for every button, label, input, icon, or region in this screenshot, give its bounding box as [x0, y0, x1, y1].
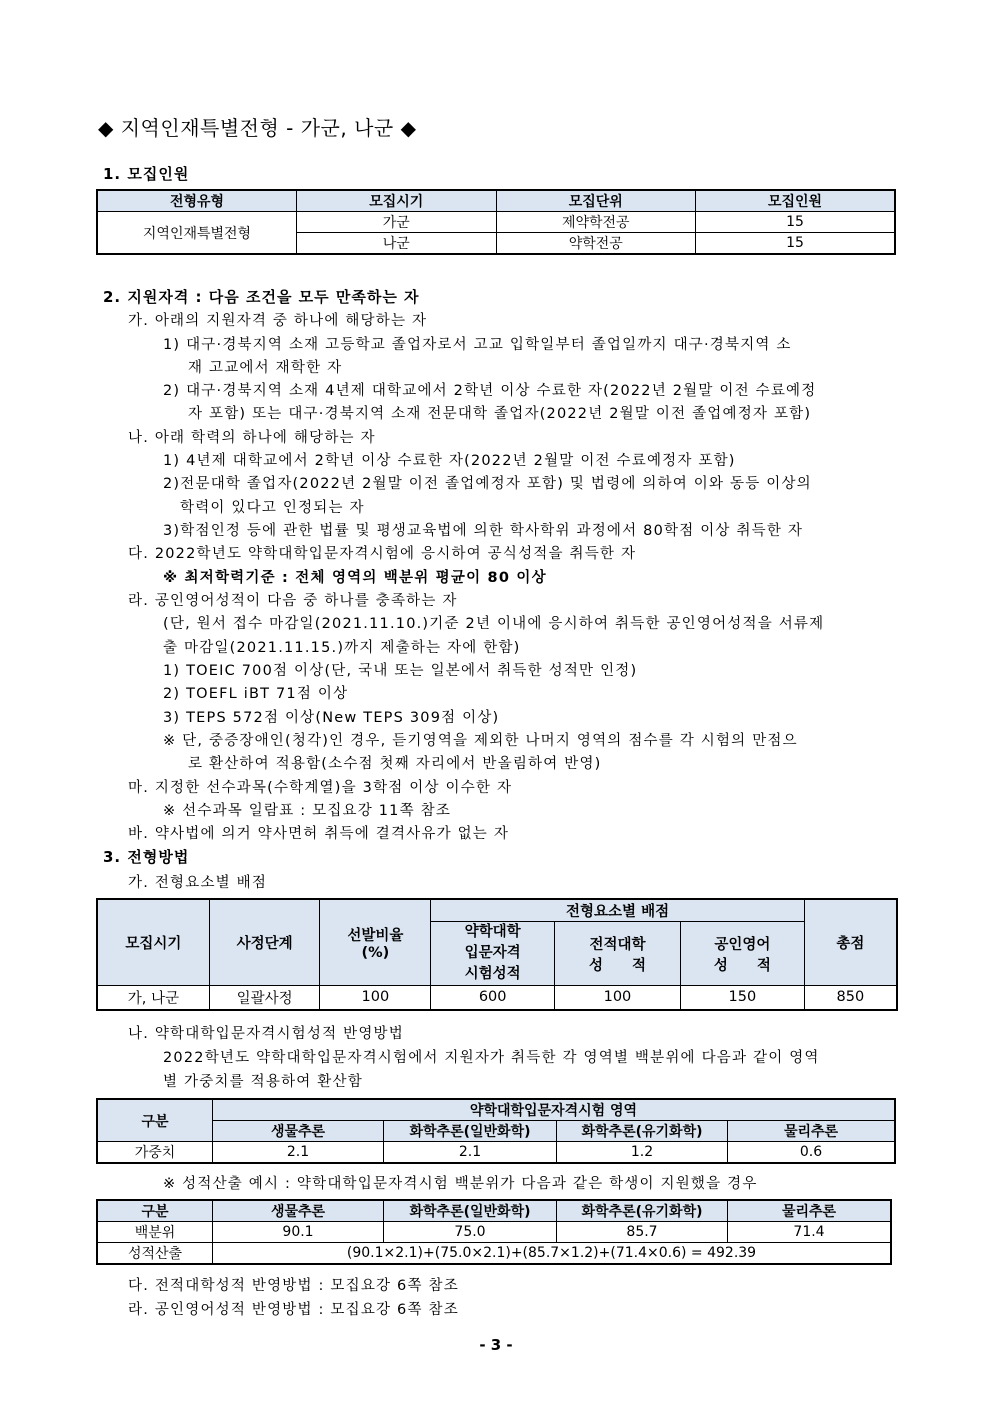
cell-ratio: 100 — [320, 986, 431, 1010]
header-univ-line1: 전적대학 — [589, 936, 646, 953]
header-univ-grade — [555, 922, 681, 986]
subsection-a: 가. 전형요소별 배점 — [128, 875, 268, 891]
cell-count: 15 — [696, 233, 896, 255]
section-1-heading: 1. 모집인원 — [103, 165, 190, 183]
page-number: - 3 - — [479, 1336, 513, 1354]
header-eng-line2: 성 적 — [713, 957, 771, 974]
list-item: ※ 단, 중증장애인(청각)인 경우, 듣기영역을 제외한 나머지 영역의 점수를 각 시험의 만점으 — [163, 733, 798, 749]
list-item: 1) 대구·경북지역 소재 고등학교 졸업자로서 고교 입학일부터 졸업일까지 대구·경북지역 소 — [163, 337, 792, 353]
list-item: 1) TOEIC 700점 이상(단, 국내 또는 일본에서 취득한 성적만 인정) — [163, 663, 638, 679]
recruitment-table — [96, 189, 896, 255]
header-peet-line2: 입문자격 — [464, 945, 521, 961]
header-period: 모집시기 — [297, 190, 497, 212]
header-total: 총점 — [804, 899, 897, 986]
minimum-standard-note: ※ 최저학력기준 : 전체 영역의 백분위 평균이 80 이상 — [163, 570, 547, 586]
header-peet-line3: 시험성적 — [464, 966, 521, 982]
header-english-score — [680, 922, 804, 986]
list-item: 3) TEPS 572점 이상(New TEPS 309점 이상) — [163, 710, 500, 726]
header-area: 화학추론(일반화학) — [384, 1121, 557, 1142]
header-type: 전형유형 — [97, 190, 297, 212]
cell-peet: 600 — [431, 986, 555, 1010]
list-item: 2)전문대학 졸업자(2022년 2월말 이전 졸업예정자 포함) 및 법령에 의하여 이와 동등 이상의 — [163, 476, 812, 492]
header-count: 모집인원 — [696, 190, 896, 212]
header-area: 화학추론(일반화학) — [384, 1200, 557, 1222]
cell-period: 나군 — [297, 233, 497, 255]
cell-label: 가중치 — [97, 1142, 213, 1164]
header-area: 생물추론 — [213, 1121, 384, 1142]
cell-weight: 1.2 — [557, 1142, 728, 1164]
list-item: 자 포함) 또는 대구·경북지역 소재 전문대학 졸업자(2022년 2월말 이전 졸업예정자 포함) — [188, 406, 812, 422]
list-item: 바. 약사법에 의거 약사면허 취득에 결격사유가 없는 자 — [128, 826, 510, 842]
table-row — [97, 1142, 895, 1164]
table-row — [97, 1243, 891, 1265]
header-area: 생물추론 — [213, 1200, 384, 1222]
header-area: 물리추론 — [728, 1121, 896, 1142]
cell-count: 15 — [696, 212, 896, 233]
cell-univ: 100 — [555, 986, 681, 1010]
subsection-b-desc: 별 가중치를 적용하여 환산함 — [163, 1074, 363, 1090]
section-3-heading: 3. 전형방법 — [103, 848, 190, 866]
list-item: 2) TOEFL iBT 71점 이상 — [163, 686, 349, 702]
list-item: 다. 2022학년도 약학대학입문자격시험에 응시하여 공식성적을 취득한 자 — [128, 546, 637, 562]
subsection-b-desc: 2022학년도 약학대학입문자격시험에서 지원자가 취득한 각 영역별 백분위에 다음과 같이 영역 — [163, 1050, 820, 1066]
list-item: 재 고교에서 재학한 자 — [188, 360, 343, 376]
header-area: 물리추론 — [728, 1200, 892, 1222]
list-item: 라. 공인영어성적이 다음 중 하나를 충족하는 자 — [128, 593, 458, 609]
score-allocation-table — [96, 898, 898, 1011]
cell-percentile: 85.7 — [557, 1222, 728, 1243]
header-peet-line1: 약학대학 — [464, 924, 521, 940]
page-title: ◆ 지역인재특별전형 - 가군, 나군 ◆ — [98, 116, 417, 140]
subsection-d: 라. 공인영어성적 반영방법 : 모집요강 6쪽 참조 — [128, 1302, 459, 1318]
header-element-group: 전형요소별 배점 — [431, 899, 804, 922]
cell-weight: 2.1 — [384, 1142, 557, 1164]
cell-label: 백분위 — [97, 1222, 213, 1243]
list-item: 나. 아래 학력의 하나에 해당하는 자 — [128, 430, 376, 446]
list-item: 2) 대구·경북지역 소재 4년제 대학교에서 2학년 이상 수료한 자(2022년 2월말 이전 수료예정 — [163, 383, 817, 399]
cell-weight: 2.1 — [213, 1142, 384, 1164]
cell-eng: 150 — [680, 986, 804, 1010]
cell-stage: 일괄사정 — [209, 986, 320, 1010]
example-note: ※ 성적산출 예시 : 약학대학입문자격시험 백분위가 다음과 같은 학생이 지원했을 경우 — [163, 1176, 758, 1192]
list-item: 1) 4년제 대학교에서 2학년 이상 수료한 자(2022년 2월말 이전 수료예정자 포함) — [163, 453, 736, 469]
header-ratio — [320, 899, 431, 986]
cell-unit: 제약학전공 — [496, 212, 696, 233]
subsection-c: 다. 전적대학성적 반영방법 : 모집요강 6쪽 참조 — [128, 1278, 459, 1294]
table-row — [97, 212, 895, 233]
cell-period: 가군 — [297, 212, 497, 233]
cell-total: 850 — [804, 986, 897, 1010]
list-item: 3)학점인정 등에 관한 법률 및 평생교육법에 의한 학사학위 과정에서 80학점 이상 취득한 자 — [163, 523, 804, 539]
list-item: 출 마감일(2021.11.15.)까지 제출하는 자에 한함) — [163, 640, 521, 656]
table-row — [97, 1222, 891, 1243]
header-eng-line1: 공인영어 — [714, 936, 771, 953]
header-area: 화학추론(유기화학) — [557, 1200, 728, 1222]
header-ratio-label: 선발비율 — [347, 928, 404, 944]
cell-weight: 0.6 — [728, 1142, 896, 1164]
cell-unit: 약학전공 — [496, 233, 696, 255]
header-peet-areas: 약학대학입문자격시험 영역 — [213, 1099, 896, 1121]
header-unit: 모집단위 — [496, 190, 696, 212]
header-period: 모집시기 — [97, 899, 209, 986]
cell-period: 가, 나군 — [97, 986, 209, 1010]
cell-type: 지역인재특별전형 — [97, 212, 297, 255]
cell-percentile: 75.0 — [384, 1222, 557, 1243]
cell-percentile: 90.1 — [213, 1222, 384, 1243]
section-2-heading: 2. 지원자격 : 다음 조건을 모두 만족하는 자 — [103, 288, 420, 306]
list-item: 마. 지정한 선수과목(수학계열)을 3학점 이상 이수한 자 — [128, 780, 513, 796]
example-table — [96, 1199, 892, 1265]
weight-table — [96, 1098, 896, 1164]
header-area: 화학추론(유기화학) — [557, 1121, 728, 1142]
list-item: 가. 아래의 지원자격 중 하나에 해당하는 자 — [128, 313, 428, 329]
subsection-b: 나. 약학대학입문자격시험성적 반영방법 — [128, 1026, 404, 1042]
header-stage: 사정단계 — [209, 899, 320, 986]
header-ratio-unit: (%) — [361, 945, 390, 961]
header-division: 구분 — [97, 1200, 213, 1222]
table-row — [97, 986, 897, 1010]
list-item: ※ 선수과목 일람표 : 모집요강 11쪽 참조 — [163, 803, 452, 819]
header-division: 구분 — [97, 1099, 213, 1142]
cell-percentile: 71.4 — [728, 1222, 892, 1243]
header-peet — [431, 922, 555, 986]
cell-label: 성적산출 — [97, 1243, 213, 1265]
header-univ-line2: 성 적 — [588, 957, 646, 974]
list-item: 학력이 있다고 인정되는 자 — [180, 500, 365, 516]
list-item: (단, 원서 접수 마감일(2021.11.10.)기준 2년 이내에 응시하여 취득한 공인영어성적을 서류제 — [163, 616, 825, 632]
cell-calculation: (90.1×2.1)+(75.0×2.1)+(85.7×1.2)+(71.4×0.6) = 492.39 — [213, 1243, 892, 1265]
list-item: 로 환산하여 적용함(소수점 첫째 자리에서 반올림하여 반영) — [188, 756, 602, 772]
